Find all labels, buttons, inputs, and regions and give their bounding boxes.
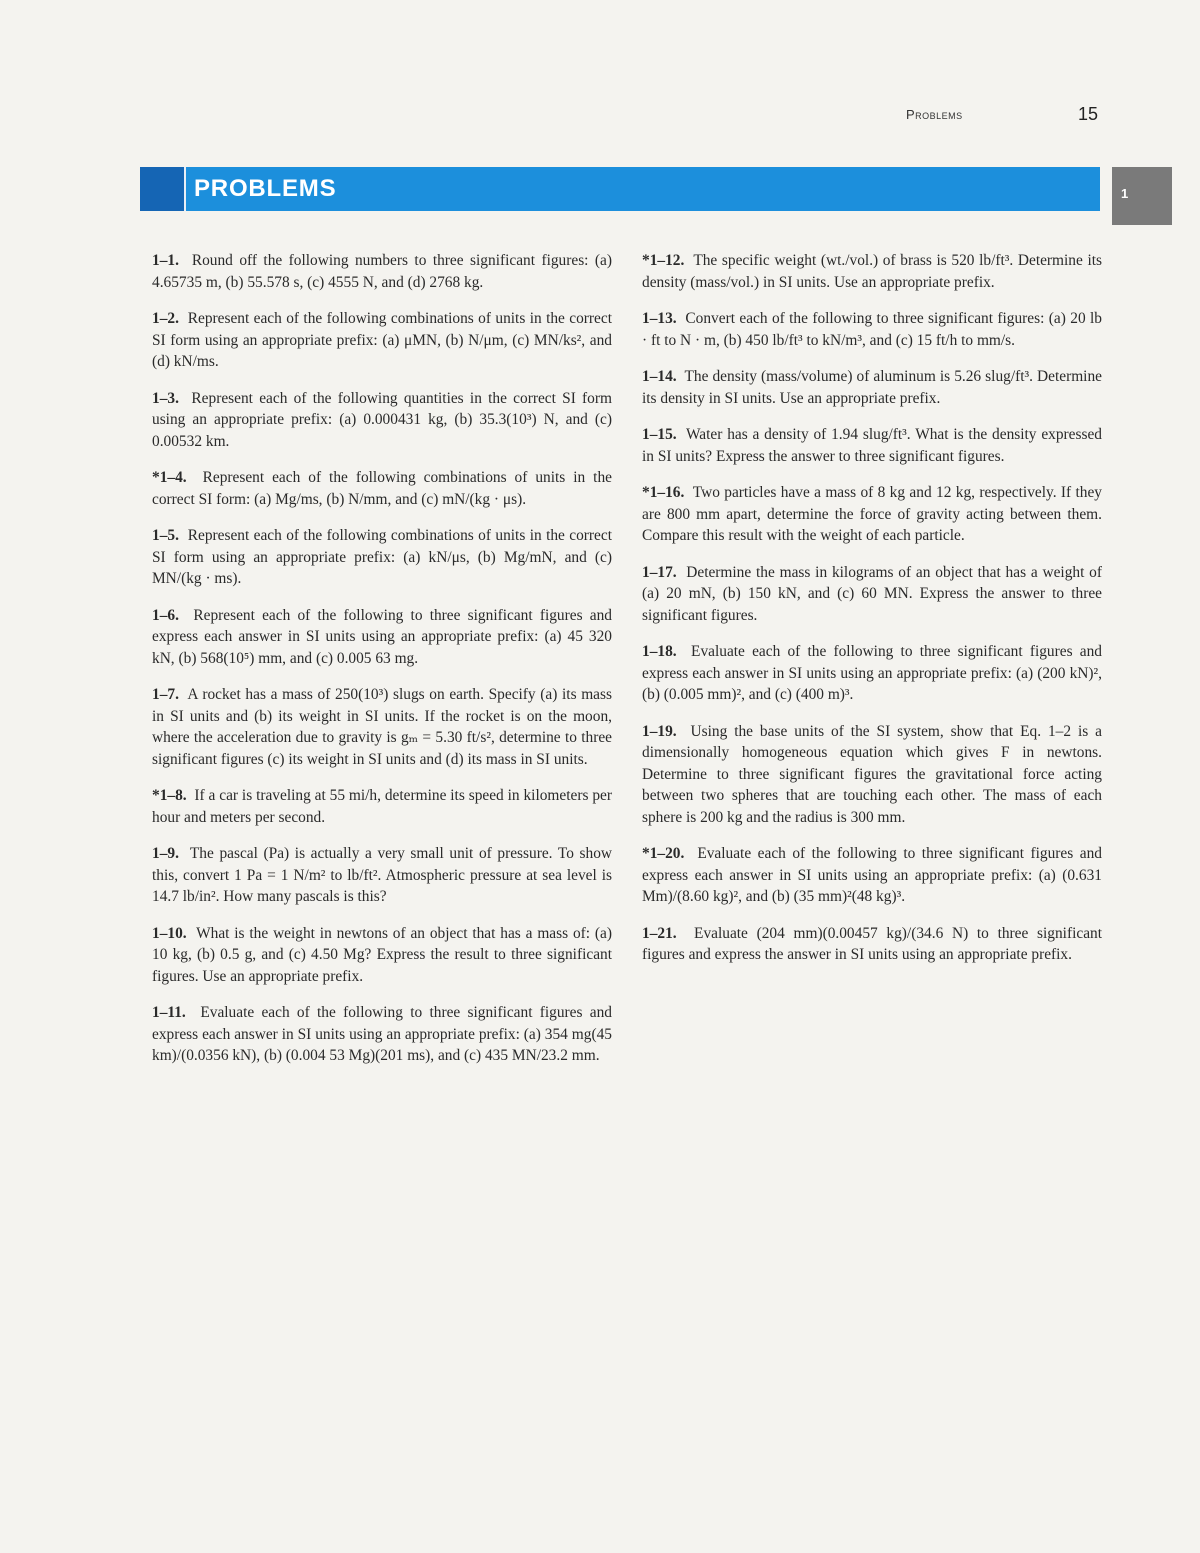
problem-text: Represent each of the following combinations of units in the correct SI form using an appropriate prefix: (a) kN/μs, (b) Mg/mN, and (c) MN/(kg · ms). [152,527,612,587]
running-head-title: Problems [906,107,963,122]
problem-1-18 [642,641,1102,706]
banner-divider [184,167,186,211]
problem-number: 1–15. [642,426,677,443]
problem-number: 1–21. [642,924,677,942]
section-banner [140,167,1100,211]
problem-text: Determine the mass in kilograms of an object that has a weight of (a) 20 mN, (b) 150 kN, and (c) 60 MN. Express the answer to three significant figures. [642,563,1102,624]
problem-text: The specific weight (wt./vol.) of brass is 520 lb/ft³. Determine its density (mass/vol.) in SI units. Use an appropriate prefix. [642,252,1102,291]
problem-1-11 [152,1002,612,1067]
problem-1-5 [152,525,612,590]
problem-text: Water has a density of 1.94 slug/ft³. What is the density expressed in SI units? Express the answer to three significant figures. [642,426,1103,465]
problem-number: 1–7. [152,686,179,703]
problem-number: 1–13. [642,310,677,327]
problem-text: If a car is traveling at 55 mi/h, determine its speed in kilometers per hour and meters per second. [152,787,612,826]
problem-number: *1–16. [642,484,685,501]
problem-text: The density (mass/volume) of aluminum is 5.26 slug/ft³. Determine its density in SI units. Use an appropriate prefix. [642,368,1102,407]
problem-text: Represent each of the following quantities in the correct SI form using an appropriate prefix: (a) 0.000431 kg, (b) 35.3(10³) N, and (c) 0.00532 km. [152,389,612,450]
problem-text: Evaluate each of the following to three significant figures and express each answer in SI units using an appropriate prefix: (a) (200 kN)², (b) (0.005 mm)², and (c) (400 m)³. [642,643,1102,703]
problem-number: 1–5. [152,527,179,544]
problem-text: Using the base units of the SI system, show that Eq. 1–2 is a dimensionally homogeneous equation which gives F in newtons. Determine to three significant figures the gravitational force acting between two spheres that are touching each other. The mass of each sphere is 200 kg and the radius is 300 mm. [642,722,1102,826]
problem-1-6 [152,605,612,670]
problem-1-8 [152,785,612,828]
problem-number: *1–12. [642,252,685,269]
problem-1-12 [642,250,1102,293]
problem-text: Represent each of the following combinations of units in the correct SI form using an appropriate prefix: (a) μMN, (b) N/μm, (c) MN/ks², and (d) kN/ms. [152,310,612,370]
banner-accent-block [140,167,184,211]
problem-1-10 [152,923,612,988]
problem-number: 1–18. [642,643,677,660]
section-title: PROBLEMS [194,175,337,202]
problem-number: 1–10. [152,924,187,942]
right-column [642,250,1102,981]
chapter-number: 1 [1121,186,1129,201]
problem-text: Evaluate each of the following to three significant figures and express each answer in SI units using an appropriate prefix: (a) 354 mg(45 km)/(0.0356 kN), (b) (0.004 53 Mg)(201 ms), and (c) 435 MN/23.2 mm. [152,1004,612,1064]
problem-number: 1–1. [152,252,179,269]
problem-text: Evaluate each of the following to three significant figures and express each answer in SI units using an appropriate prefix: (a) (0.631 Mm)/(8.60 kg)², and (b) (35 mm)²(48 kg)³. [642,845,1102,905]
problem-number: 1–2. [152,310,179,327]
problem-1-20 [642,843,1102,908]
problem-1-4 [152,467,612,510]
chapter-tab [1112,167,1172,225]
problem-1-14 [642,366,1102,409]
problem-text: Convert each of the following to three significant figures: (a) 20 lb · ft to N · m, (b) 450 lb/ft³ to kN/m³, and (c) 15 ft/h to mm/s. [642,310,1102,349]
problem-number: 1–3. [152,389,179,407]
problem-1-19 [642,721,1102,829]
problem-1-15 [642,424,1102,467]
problem-text: Round off the following numbers to three significant figures: (a) 4.65735 m, (b) 55.578 s, (c) 4555 N, and (d) 2768 kg. [152,252,612,291]
problem-1-13 [642,308,1102,351]
problem-text: Represent each of the following combinations of units in the correct SI form: (a) Mg/ms, (b) N/mm, and (c) mN/(kg · μs). [152,469,612,508]
problem-text: A rocket has a mass of 250(10³) slugs on earth. Specify (a) its mass in SI units and (b) its weight in SI units. If the rocket is on the moon, where the acceleration due to gravity is gₘ = 5.30 ft/s², determine to three significant figures (c) its weight in SI units and (d) its mass in SI units. [152,686,612,768]
problem-number: 1–11. [152,1004,186,1021]
problem-number: 1–6. [152,606,179,624]
problem-number: 1–9. [152,845,179,862]
problem-number: *1–8. [152,787,187,804]
problem-1-21 [642,923,1102,966]
problem-1-9 [152,843,612,908]
page-number: 15 [1078,104,1099,124]
problem-1-3 [152,388,612,453]
problem-text: Evaluate (204 mm)(0.00457 kg)/(34.6 N) to three significant figures and express the answer in SI units using an appropriate prefix. [642,924,1102,963]
problem-text: Two particles have a mass of 8 kg and 12 kg, respectively. If they are 800 mm apart, determine the force of gravity acting between them. Compare this result with the weight of each particle. [642,484,1102,544]
problem-1-17 [642,562,1102,627]
running-head [0,104,1200,128]
problem-1-16 [642,482,1102,547]
problem-number: *1–20. [642,845,685,862]
problem-text: The pascal (Pa) is actually a very small unit of pressure. To show this, convert 1 Pa = 1 N/m² to lb/ft². Atmospheric pressure at sea level is 14.7 lb/in². How many pascals is this? [152,845,612,905]
problem-1-7 [152,684,612,770]
problem-text: What is the weight in newtons of an object that has a mass of: (a) 10 kg, (b) 0.5 g, and (c) 4.50 Mg? Express the result to three significant figures. Use an appropriate prefix. [152,924,613,985]
problem-number: *1–4. [152,469,187,486]
problem-number: 1–19. [642,722,677,740]
problem-1-2 [152,308,612,373]
left-column [152,250,612,1082]
problem-number: 1–17. [642,563,677,581]
problem-text: Represent each of the following to three significant figures and express each answer in SI units using an appropriate prefix: (a) 45 320 kN, (b) 568(10⁵) mm, and (c) 0.005 63 mg. [152,606,612,667]
problem-1-1 [152,250,612,293]
problem-number: 1–14. [642,368,677,385]
